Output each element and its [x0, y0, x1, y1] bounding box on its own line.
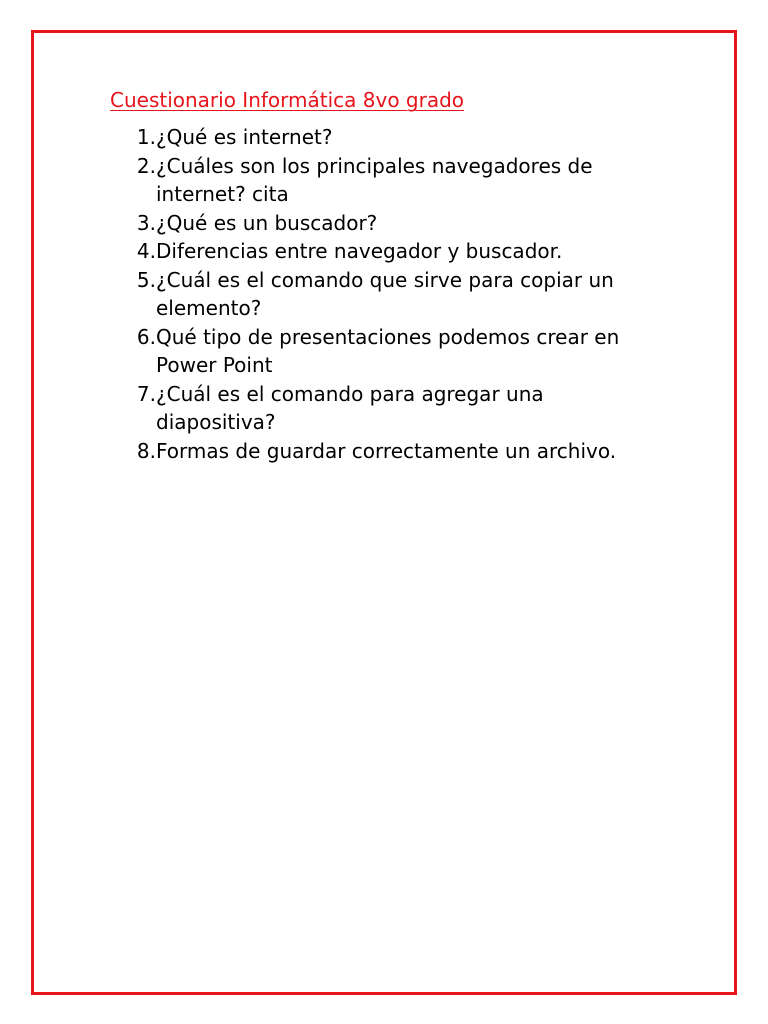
question-number: 6. — [136, 324, 156, 349]
question-number: 5. — [136, 267, 156, 292]
question-text: ¿Qué es internet? — [156, 125, 333, 149]
question-text: ¿Cuáles son los principales navegadores de internet? cita — [156, 153, 593, 206]
question-item — [130, 152, 650, 209]
question-number: 1. — [136, 125, 156, 149]
question-item — [130, 123, 650, 152]
document-title: Cuestionario Informática 8vo grado — [110, 88, 465, 112]
question-number: 4. — [136, 239, 156, 263]
question-text: Formas de guardar correctamente un archivo. — [156, 438, 617, 463]
question-item — [130, 437, 650, 466]
question-item — [130, 380, 650, 437]
question-text: Diferencias entre navegador y buscador. — [156, 239, 563, 263]
question-text: ¿Cuál es el comando para agregar una diapositiva? — [156, 381, 544, 434]
question-item — [130, 323, 650, 380]
question-item — [130, 237, 650, 266]
question-number: 8. — [136, 438, 156, 463]
question-number: 3. — [136, 210, 156, 235]
question-text: Qué tipo de presentaciones podemos crear en Power Point — [156, 324, 620, 377]
question-number: 2. — [136, 153, 156, 178]
question-text: ¿Cuál es el comando que sirve para copiar un elemento? — [156, 267, 614, 320]
question-text: ¿Qué es un buscador? — [156, 210, 378, 235]
question-item — [130, 209, 650, 238]
question-list — [130, 123, 650, 465]
question-item — [130, 266, 650, 323]
question-number: 7. — [136, 381, 156, 406]
